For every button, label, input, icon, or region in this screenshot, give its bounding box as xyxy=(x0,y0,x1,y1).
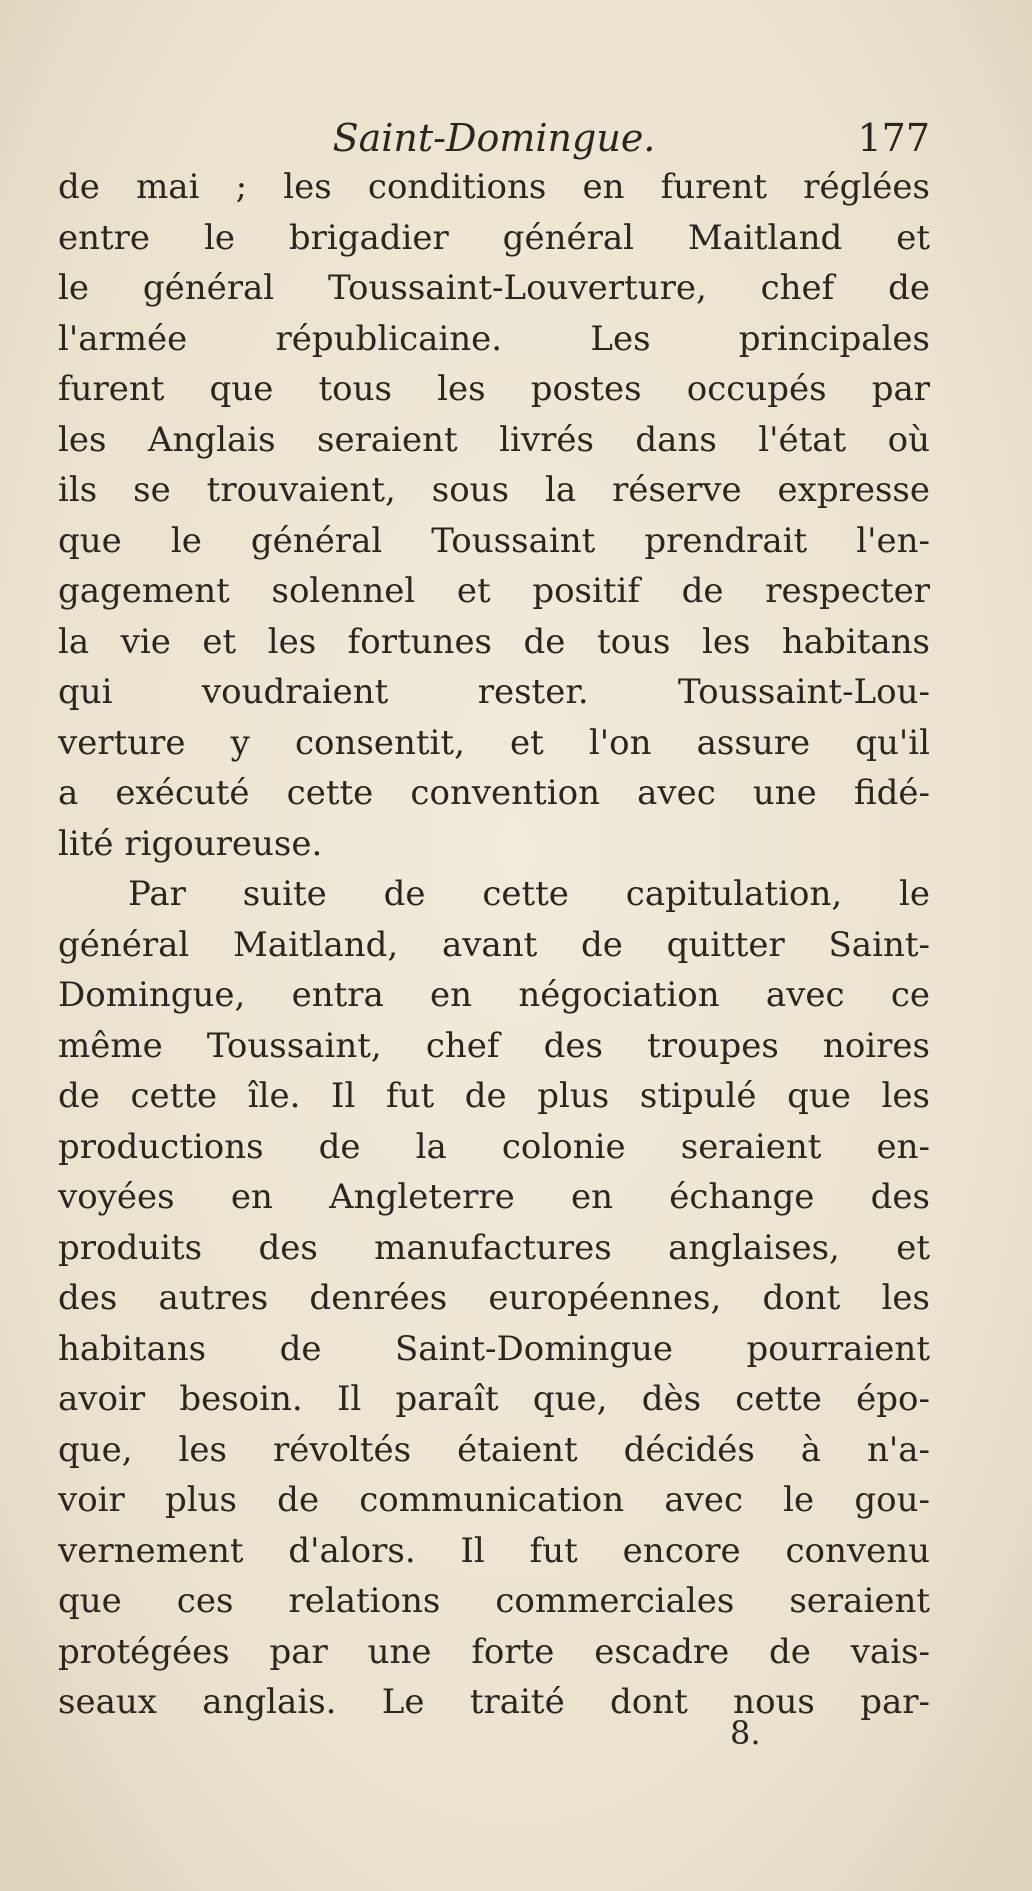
text-line: de mai ; les conditions en furent réglées xyxy=(58,167,930,207)
text-line: le général Toussaint-Louverture, chef de xyxy=(58,268,930,308)
text-line: verture y consentit, et l'on assure qu'il xyxy=(58,722,930,763)
text-line: de cette île. Il fut de plus stipulé que les xyxy=(58,1076,930,1116)
text-line: que ces relations commerciales seraient xyxy=(58,1581,930,1621)
text-line: des autres denrées européennes, dont les xyxy=(58,1278,930,1318)
text-line: habitans de Saint-Domingue pourraient xyxy=(58,1328,930,1369)
text-line: que le général Toussaint prendrait l'en- xyxy=(58,520,930,561)
text-line: même Toussaint, chef des troupes noires xyxy=(58,1025,930,1066)
text-line: voir plus de communication avec le gou- xyxy=(58,1480,930,1520)
text-line: l'armée républicaine. Les principales xyxy=(58,318,930,359)
text-line: gagement solennel et positif de respecter xyxy=(58,571,930,611)
text-line: protégées par une forte escadre de vais- xyxy=(58,1631,930,1672)
text-line: que, les révoltés étaient décidés à n'a- xyxy=(58,1429,930,1470)
running-title: Saint-Domingue. xyxy=(332,116,656,160)
text-line: a exécuté cette convention avec une fidé- xyxy=(58,773,930,813)
text-line: entre le brigadier général Maitland et xyxy=(58,217,930,258)
text-line: voyées en Angleterre en échange des xyxy=(58,1177,930,1217)
running-head xyxy=(58,110,930,166)
page-number: 177 xyxy=(857,116,930,160)
text-line: Domingue, entra en négociation avec ce xyxy=(58,975,930,1015)
text-line: vernement d'alors. Il fut encore convenu xyxy=(58,1530,930,1571)
text-line: qui voudraient rester. Toussaint-Lou- xyxy=(58,672,930,712)
text-line: la vie et les fortunes de tous les habitans xyxy=(58,621,930,662)
body-text xyxy=(58,162,930,1728)
text-line: les Anglais seraient livrés dans l'état où xyxy=(58,419,930,460)
text-line: furent que tous les postes occupés par xyxy=(58,369,930,409)
text-line: productions de la colonie seraient en- xyxy=(58,1126,930,1167)
text-line: ils se trouvaient, sous la réserve expresse xyxy=(58,470,930,510)
text-line: lité rigoureuse. xyxy=(58,823,323,864)
signature-mark: 8. xyxy=(730,1714,761,1752)
text-line: Par suite de cette capitulation, le xyxy=(128,874,930,914)
text-line: avoir besoin. Il paraît que, dès cette épo- xyxy=(58,1379,930,1419)
text-line: général Maitland, avant de quitter Saint- xyxy=(58,924,930,965)
text-line: produits des manufactures anglaises, et xyxy=(58,1227,930,1268)
text-line: seaux anglais. Le traité dont nous par- xyxy=(58,1682,930,1722)
